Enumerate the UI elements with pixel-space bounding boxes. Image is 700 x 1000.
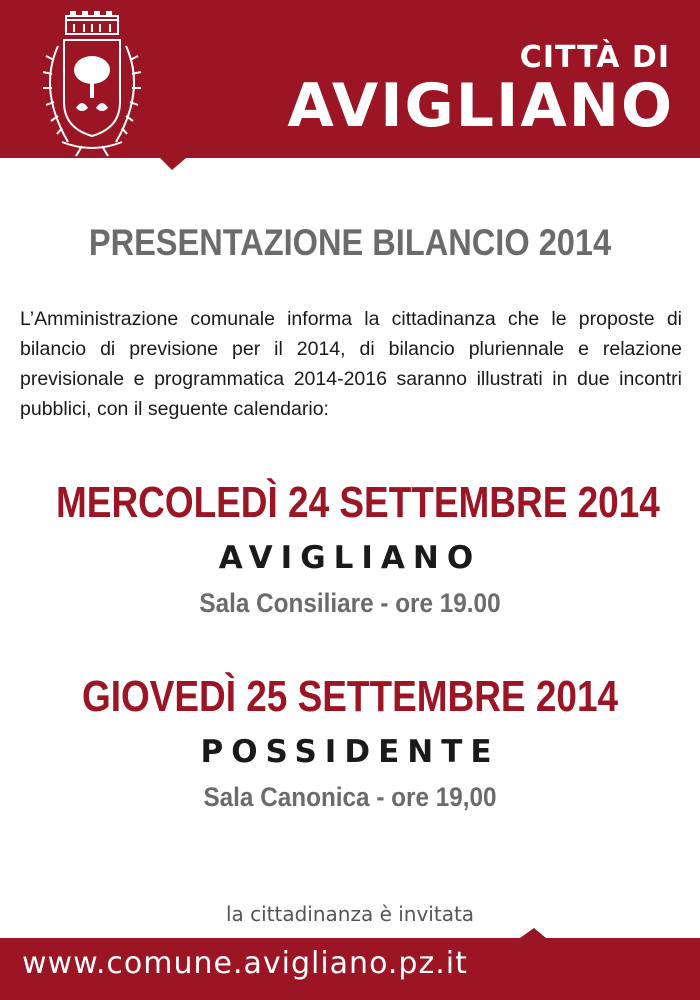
event-venue-1: Sala Consiliare - ore 19.00 <box>199 588 501 618</box>
website-link[interactable]: www.comune.avigliano.pz.it <box>22 946 468 981</box>
coat-of-arms-icon <box>28 10 156 158</box>
intro-paragraph: L’Amministrazione comunale informa la cittadinanza che le proposte di bilancio di previsione per il 2014, di bilancio pluriennale e relazione previsionale e programmatica 2014-2016 saranno illustrati in due incontri pubblici, con il seguente calendario: <box>20 308 682 420</box>
city-name: AVIGLIANO <box>287 71 674 141</box>
city-prefix: CITTÀ DI <box>519 40 670 75</box>
invitation-text: la cittadinanza è invitata <box>225 902 475 926</box>
page-title: PRESENTAZIONE BILANCIO 2014 <box>88 222 612 263</box>
event-date-1: MERCOLEDÌ 24 SETTEMBRE 2014 <box>56 478 660 527</box>
header-notch <box>0 158 700 170</box>
event-place-1: AVIGLIANO <box>218 540 482 576</box>
event-venue-2: Sala Canonica - ore 19,00 <box>203 782 497 812</box>
header-banner <box>0 0 700 158</box>
event-place-2: POSSIDENTE <box>200 734 500 770</box>
event-date-2: GIOVEDÌ 25 SETTEMBRE 2014 <box>81 672 619 721</box>
